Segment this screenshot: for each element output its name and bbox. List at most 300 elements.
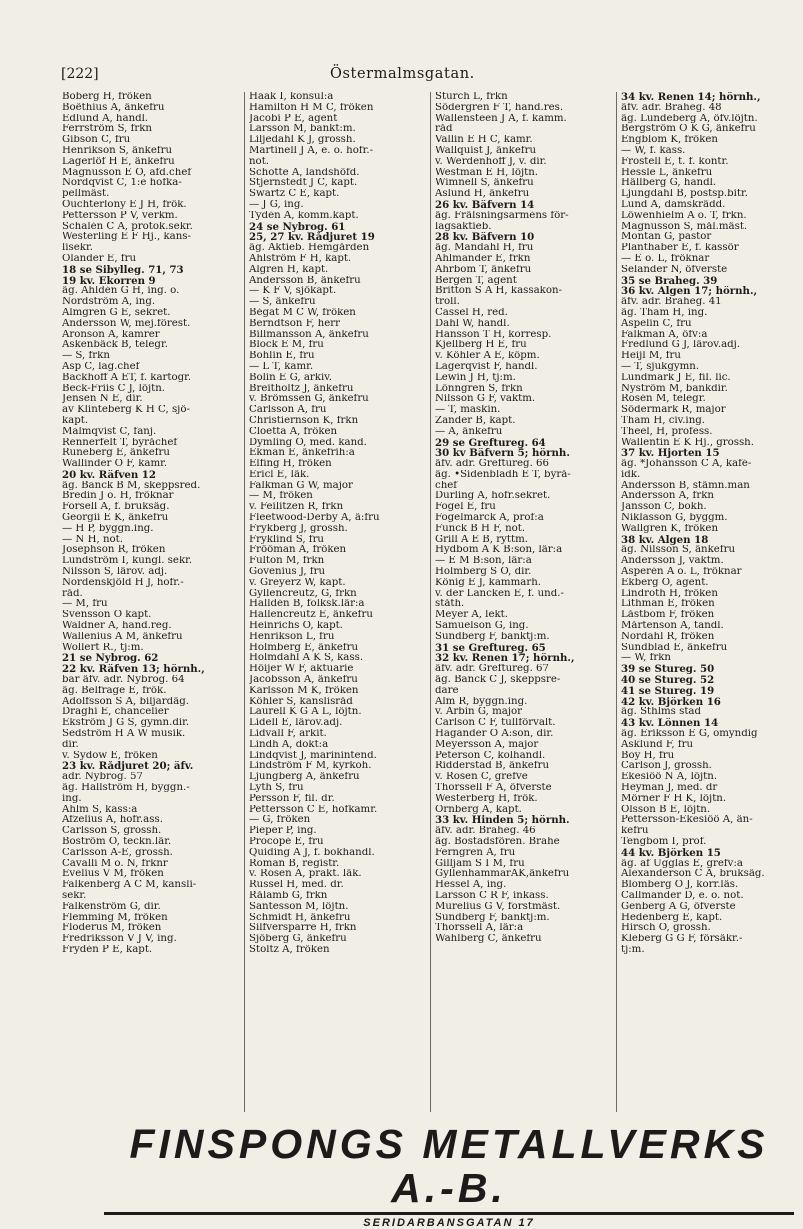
directory-entry: Fogel E, fru	[435, 502, 496, 513]
directory-entry: Jacobsson A, änkefru	[249, 675, 358, 686]
directory-entry: Ahlström F H, kapt.	[249, 253, 352, 264]
directory-entry: Wallensteen J A, f. kamm.	[435, 113, 567, 124]
directory-entry: Carlsson S, grossh.	[62, 826, 162, 837]
directory-entry: Asperén A o. L, fröknar	[621, 567, 742, 578]
directory-entry: äfv. adr. Greftureg. 66	[435, 459, 550, 470]
directory-entry: Breitholtz J, änkefru	[249, 383, 354, 394]
directory-entry: Hamilton H M C, fröken	[249, 102, 374, 113]
directory-entry: Tengbom I, prof.	[621, 836, 707, 847]
directory-entry: Gibson C, fru	[62, 135, 131, 146]
directory-entry: äg. •Sidenbladh E T, byrå-	[435, 469, 571, 480]
directory-entry: 29 se Greftureg. 64	[435, 437, 546, 449]
directory-entry: 22 kv. Räfven 13; hörnh.,	[62, 664, 205, 676]
directory-entry: Frööman A, fröken	[249, 545, 347, 556]
directory-entry: v. Brömssen G, änkefru	[249, 394, 369, 405]
page-number: [222]	[61, 66, 99, 82]
directory-entry: bar äfv. adr. Nybrog. 64	[62, 675, 185, 686]
advertisement-rule	[104, 1212, 794, 1215]
directory-entry: Niklasson G, byggm.	[621, 513, 728, 524]
directory-entry: Nordenskjöld H J, hofr.-	[62, 577, 184, 588]
directory-entry: Meyersson A, major	[435, 739, 539, 750]
directory-entry: äg. af Ugglas E, grefv:a	[621, 858, 743, 869]
directory-entry: äg. Banck C J, skeppsre-	[435, 675, 561, 686]
directory-entry: Andersson B, stämn.man	[621, 480, 750, 491]
directory-entry: Lidvall F, arkit.	[249, 729, 327, 740]
directory-entry: äg. Lundeberg A, öfv.löjtn.	[621, 113, 758, 124]
directory-entry: 26 kv. Bäfvern 14	[435, 199, 535, 211]
directory-entry: Schotte A, landshöfd.	[249, 167, 360, 178]
directory-entry: Ericl E, läk.	[249, 469, 310, 480]
directory-entry: Nyström M, bankdir.	[621, 383, 728, 394]
directory-entry: Pettersson C E, hofkamr.	[249, 804, 378, 815]
directory-entry: Falkman A, öfv:a	[621, 329, 708, 340]
directory-entry: lisekr.	[62, 243, 93, 254]
directory-entry: Liljedahl K J, grossh.	[249, 135, 356, 146]
directory-entry: v. Greyerz W, kapt.	[249, 577, 346, 588]
directory-entry: Ferrström S, frkn	[62, 124, 152, 135]
directory-entry: 34 kv. Renen 14; hörnh.,	[621, 92, 761, 103]
directory-entry: ståth.	[435, 599, 465, 610]
directory-entry: 19 kv. Ekorren 9	[62, 275, 156, 287]
directory-entry: Tydén A, komm.kapt.	[249, 210, 359, 221]
directory-entry: Schmidt H, änkefru	[249, 912, 351, 923]
directory-entry: 35 se Braheg. 39	[621, 275, 718, 287]
directory-entry: Beck-Friis C J, löjtn.	[62, 383, 166, 394]
directory-entry: Roman B, registr.	[249, 858, 340, 869]
directory-entry: Sundberg F, banktj:m.	[435, 631, 550, 642]
directory-entry: äg. Hallström H, byggn.-	[62, 783, 190, 793]
directory-entry: Cassel H, red.	[435, 307, 508, 318]
directory-entry: Löwenhielm A o. T, frkn.	[621, 210, 747, 221]
directory-entry: Holmdahl A K S, kass.	[249, 653, 364, 664]
directory-entry: Ekesiöö N A, löjtn.	[621, 772, 718, 783]
directory-entry: äfv. adr. Braheg. 41	[621, 297, 722, 308]
directory-entry: Olander E, fru	[62, 253, 137, 264]
directory-entry: Asklund F, fru	[621, 739, 694, 750]
directory-entry: Halldén B, folksk.lär:a	[249, 599, 365, 610]
directory-entry: Sedström H A W musik.	[62, 729, 186, 740]
directory-entry: Mörner F H K, löjtn.	[621, 793, 727, 804]
directory-entry: Sjöberg G, änkefru	[249, 934, 347, 945]
directory-entry: tj:m.	[621, 944, 645, 955]
directory-entry: Cloetta A, fröken	[249, 426, 338, 437]
directory-entry: pellmäst.	[62, 189, 110, 200]
directory-entry: Frykberg J, grossh.	[249, 523, 348, 534]
directory-entry: Nilsson G F, vaktm.	[435, 394, 536, 405]
directory-entry: Russel H, med. dr.	[249, 880, 344, 891]
directory-entry: Hirsch O, grossh.	[621, 923, 711, 934]
directory-entry: Boëthius A, änkefru	[62, 102, 165, 113]
directory-entry: Södermark R, major	[621, 405, 726, 416]
directory-entry: Bolin E G, arkiv.	[249, 372, 333, 383]
directory-entry: Berndtson F, herr	[249, 318, 341, 329]
directory-entry: Malmqvist C, fanj.	[62, 426, 157, 437]
directory-entry: Ahlmander E, frkn	[435, 253, 531, 264]
directory-entry: Montan G, pastor	[621, 232, 712, 243]
directory-entry: Aronson A, kamrer	[62, 329, 160, 340]
directory-entry: Lindström F M, kyrkoh.	[249, 761, 372, 772]
directory-entry: Ekberg O, agent.	[621, 577, 709, 588]
directory-entry: Boberg H, fröken	[62, 92, 152, 102]
directory-entry: kefru	[621, 826, 649, 837]
directory-entry: — J G, ing.	[249, 199, 304, 210]
directory-entry: Josephson R, fröken	[62, 545, 166, 556]
directory-entry: Billmansson A, änkefru	[249, 329, 369, 340]
directory-entry: Forsell A, f. bruksäg.	[62, 502, 170, 513]
directory-entry: Hessel A, ing.	[435, 880, 507, 891]
directory-entry: 31 se Greftureg. 65	[435, 642, 546, 654]
directory-entry: Fryklind S, fru	[249, 534, 324, 545]
directory-columns	[58, 92, 802, 1112]
directory-entry: Martinell J A, e. o. hofr.-	[249, 145, 374, 156]
directory-entry: Nilsson S, lärov. adj.	[62, 567, 168, 578]
directory-entry: Carlsson A-E, grossh.	[62, 847, 173, 858]
directory-entry: Schalén C A, protok.sekr.	[62, 221, 193, 232]
directory-entry: v. Rosen C, grefve	[435, 772, 528, 783]
directory-entry: Pettersson P V, verkm.	[62, 210, 178, 221]
directory-entry: Karlsson M K, fröken	[249, 685, 359, 696]
directory-entry: Falkenström G, dir.	[62, 901, 161, 912]
directory-column-4	[616, 92, 802, 1112]
directory-entry: sekr.	[62, 890, 87, 901]
directory-entry: v. Arbin G, major	[435, 707, 522, 718]
directory-entry: Södergren F T, hand.res.	[435, 102, 564, 113]
directory-entry: — T, sjukgymn.	[621, 361, 700, 372]
directory-entry: Bohlin E, fru	[249, 351, 315, 362]
directory-entry: 24 se Nybrog. 61	[249, 221, 346, 233]
directory-entry: — W, frkn	[621, 653, 671, 664]
directory-entry: 25, 27 kv. Rådjuret 19	[249, 232, 375, 244]
directory-entry: Edlund A, handl.	[62, 113, 149, 124]
directory-entry: äg. Frälsningsarméns för-	[435, 210, 569, 221]
directory-entry: Silfversparre H, frkn	[249, 923, 357, 934]
directory-entry: äg. Nilsson S, änkefru	[621, 545, 736, 556]
directory-entry: Frydén P E, kapt.	[62, 944, 153, 955]
directory-entry: Henrikson L, fru	[249, 631, 335, 642]
directory-entry: Lindh A, dokt:a	[249, 739, 329, 750]
directory-entry: Ljungdahl B, postsp.bitr.	[621, 189, 749, 200]
directory-entry: Gyllencreutz, G, frkn	[249, 588, 357, 599]
directory-entry: Sundberg F, banktj:m.	[435, 912, 550, 923]
directory-entry: Höijer W F, aktuarie	[249, 664, 354, 675]
directory-entry: v. der Lancken E, f. und.-	[435, 588, 564, 599]
directory-entry: — M, fru	[62, 599, 108, 610]
directory-entry: Mårtenson A, tandl.	[621, 621, 724, 632]
directory-entry: troll.	[435, 297, 460, 308]
directory-entry: Zander B, kapt.	[435, 415, 516, 426]
directory-entry: Adolfsson S A, biljardäg.	[62, 696, 189, 707]
directory-entry: Magnusson S, mål.mäst.	[621, 221, 748, 232]
directory-entry: Carlson C F, tullförvalt.	[435, 718, 556, 729]
directory-entry: Dymling O, med. kand.	[249, 437, 367, 448]
directory-entry: Lindroth H, fröken	[621, 588, 718, 599]
advertisement-company: FINSPONGS METALLVERKS A.-B.	[129, 1121, 769, 1211]
directory-entry: Bergström O K G, änkefru	[621, 124, 756, 135]
directory-entry: Lewin J H, tj:m.	[435, 372, 516, 383]
directory-entry: Nordqvist C, 1:e hofka-	[62, 178, 182, 189]
directory-entry: Sturch L, frkn	[435, 92, 508, 102]
directory-entry: Holmberg S O, dir.	[435, 567, 532, 578]
directory-entry: — H P, byggn.ing.	[62, 523, 154, 534]
directory-entry: äg. Ahldén G H, ing. o.	[62, 286, 180, 297]
directory-entry: Jensen N E, dir.	[62, 394, 143, 405]
directory-entry: Ekman E, änkefrih:a	[249, 448, 355, 459]
directory-entry: Nordahl R, fröken	[621, 631, 715, 642]
directory-entry: äg. Banck B M, skeppsred.	[62, 480, 201, 491]
directory-entry: 36 kv. Algen 17; hörnh.,	[621, 286, 758, 298]
directory-entry: Rennerfelt T, byråchef	[62, 437, 178, 448]
directory-entry: Alexanderson C A, bruksäg.	[621, 869, 765, 880]
directory-entry: Peterson C, kolhandl.	[435, 750, 546, 761]
directory-entry: — T, maskin.	[435, 405, 501, 416]
directory-entry: v. Feilitzen R, frkn	[249, 502, 344, 513]
directory-entry: Stjernstedt J C, kapt.	[249, 178, 358, 189]
directory-entry: Murelius G V, forstmäst.	[435, 901, 561, 912]
directory-entry: råd	[435, 124, 453, 135]
directory-entry: Meyer A, lekt.	[435, 610, 508, 621]
directory-entry: Evelius V M, fröken	[62, 869, 164, 880]
directory-entry: Hansson T H, korresp.	[435, 329, 552, 340]
directory-entry: Pieper P, ing.	[249, 826, 317, 837]
directory-column-1	[58, 92, 244, 1112]
directory-entry: 37 kv. Hjorten 15	[621, 448, 720, 460]
directory-entry: Sundblad E, änkefru	[621, 642, 728, 653]
directory-entry: Åslund H, änkefru	[435, 189, 530, 200]
directory-entry: Dahl W, handl.	[435, 318, 510, 329]
directory-entry: Carlsson A, fru	[249, 405, 327, 416]
directory-entry: Backhoff A ET, f. kartogr.	[62, 372, 192, 383]
directory-entry: Westerling E F Hj., kans-	[62, 232, 191, 243]
directory-entry: 43 kv. Lönnen 14	[621, 718, 719, 730]
directory-entry: Kleberg G G F, försäkr.-	[621, 934, 743, 945]
directory-entry: Fredlund G J, lärov.adj.	[621, 340, 741, 351]
directory-entry: 44 kv. Björken 15	[621, 847, 721, 859]
directory-entry: Örnberg A, kapt.	[435, 804, 522, 815]
directory-entry: Hällberg G, handl.	[621, 178, 717, 189]
directory-entry: — G, fröken	[249, 815, 311, 826]
directory-entry: Wallenius A M, änkefru	[62, 631, 183, 642]
directory-entry: — A, änkefru	[435, 426, 503, 437]
directory-entry: Rålamb G, frkn	[249, 890, 328, 901]
directory-entry: Wallentin E K Hj., grossh.	[621, 437, 754, 448]
directory-entry: äg. Belfrage E, frök.	[62, 685, 167, 696]
directory-entry: Magnusson E O, afd.chef	[62, 167, 192, 178]
directory-entry: Holmberg E, änkefru	[249, 642, 359, 653]
directory-entry: — S, änkefru	[249, 297, 316, 308]
directory-entry: Bredin J o. H, fröknar	[62, 491, 174, 502]
directory-entry: Aspelin C, fru	[621, 318, 692, 329]
directory-entry: Elfing H, fröken	[249, 459, 332, 470]
directory-entry: 42 kv. Björken 16	[621, 696, 721, 708]
directory-entry: Låstbom F, fröken	[621, 610, 715, 621]
directory-entry: Christiernson K, frkn	[249, 415, 359, 426]
directory-entry: äg. Aktieb. Hemgården	[249, 243, 370, 254]
directory-entry: Lundström I, kungl. sekr.	[62, 556, 193, 567]
directory-entry: 32 kv. Renen 17; hörnh.,	[435, 653, 575, 665]
directory-entry: Selander N, öfverste	[621, 264, 728, 275]
directory-entry: Andersson J, vaktm.	[621, 556, 724, 567]
directory-entry: — S, frkn	[62, 351, 110, 362]
directory-entry: Alm R, byggn.ing.	[435, 696, 528, 707]
directory-entry: av Klinteberg K H C, sjö-	[62, 405, 190, 416]
directory-entry: Boström O, teckn.lär.	[62, 836, 172, 847]
directory-entry: dare	[435, 685, 459, 696]
directory-entry: Wallquist J, änkefru	[435, 145, 537, 156]
directory-entry: — E M B:son, lär:a	[435, 556, 532, 567]
directory-entry: — N H, not.	[62, 534, 123, 545]
directory-entry: 38 kv. Algen 18	[621, 534, 709, 546]
directory-entry: 21 se Nybrog. 62	[62, 653, 159, 665]
directory-entry: Ouchterlony E J H, frök.	[62, 199, 187, 210]
directory-entry: Thorssell F A, öfverste	[435, 783, 552, 793]
directory-entry: Callmander D, e. o. not.	[621, 890, 744, 901]
directory-entry: Lidell E, lärov.adj.	[249, 718, 343, 729]
directory-entry: Heyman J, med. dr	[621, 783, 718, 793]
directory-entry: — K F V, sjökapt.	[249, 286, 337, 297]
directory-entry: Hallencreutz E, änkefru	[249, 610, 373, 621]
directory-entry: Hagander O A:son, dir.	[435, 729, 554, 740]
directory-entry: 40 se Stureg. 52	[621, 675, 715, 686]
directory-entry: äfv. adr. Greftureg. 67	[435, 664, 550, 675]
directory-entry: Afzelius A, hofr.ass.	[62, 815, 163, 826]
directory-entry: Asp C, lag.chef	[62, 361, 140, 372]
directory-entry: v. Rosen A, prakt. läk.	[249, 869, 362, 880]
directory-entry: Flemming M, fröken	[62, 912, 168, 923]
directory-entry: Lyth S, fru	[249, 783, 304, 793]
directory-entry: Thorssell A, lär:a	[435, 923, 524, 934]
directory-entry: Bégat M C W, fröken	[249, 307, 356, 318]
directory-entry: Andersson W, mej.förest.	[62, 318, 191, 329]
directory-entry: Jansson C, bokh.	[621, 502, 707, 513]
directory-entry: Funck B H F, not.	[435, 523, 526, 534]
directory-entry: chef	[435, 480, 458, 491]
directory-entry: Swartz C E, kapt.	[249, 189, 340, 200]
directory-entry: råd.	[62, 588, 83, 599]
directory-entry: Persson F, fil. dr.	[249, 793, 335, 804]
directory-entry: Larsson C R F, inkass.	[435, 890, 549, 901]
directory-entry: äg. Mandahl H, fru	[435, 243, 534, 254]
directory-entry: lagsaktieb.	[435, 221, 492, 232]
directory-entry: not.	[249, 156, 270, 167]
directory-entry: Lönngren S, frkn	[435, 383, 523, 394]
directory-entry: — M, fröken	[249, 491, 313, 502]
directory-entry: 41 se Stureg. 19	[621, 685, 715, 697]
directory-entry: Lithman E, fröken	[621, 599, 715, 610]
directory-entry: adr. Nybrog. 57	[62, 772, 143, 783]
directory-entry: äg. Tham H, ing.	[621, 307, 708, 318]
directory-entry: Draghi E, chancelier	[62, 707, 169, 718]
directory-entry: Svensson O kapt.	[62, 610, 152, 621]
directory-entry: Vallin E H C, kamr.	[435, 135, 533, 146]
directory-entry: Jacobi P E, agent	[249, 113, 338, 124]
directory-entry: Theel, H, profess.	[621, 426, 713, 437]
directory-entry: Larsson M, bankt:m.	[249, 124, 356, 135]
directory-entry: Blomberg O J, korr.läs.	[621, 880, 739, 891]
directory-entry: Ferngren A, fru	[435, 847, 516, 858]
directory-entry: Engblom K, fröken	[621, 135, 718, 146]
directory-entry: Ljungberg A, änkefru	[249, 772, 360, 783]
directory-entry: Cavalli M o. N, frknr	[62, 858, 168, 869]
directory-entry: Britton S A H, kassakon-	[435, 286, 562, 297]
directory-entry: Heijl M, fru	[621, 351, 681, 362]
directory-entry: Fredriksson V J V, ing.	[62, 934, 177, 945]
directory-entry: Heinrichs O, kapt.	[249, 621, 343, 632]
directory-entry: Askenbäck B, telegr.	[62, 340, 168, 351]
directory-entry: 39 se Stureg. 50	[621, 664, 715, 676]
directory-entry: Fogelmarck A, prof:a	[435, 513, 544, 524]
directory-entry: Stoltz A, fröken	[249, 944, 330, 955]
directory-entry: dir.	[62, 739, 79, 750]
directory-entry: Planthaber E, f. kassör	[621, 243, 739, 254]
directory-entry: Lund A, damskrädd.	[621, 199, 726, 210]
directory-entry: Pettersson-Ekesiöö A, än-	[621, 815, 753, 826]
directory-entry: v. Sydow E, fröken	[62, 750, 158, 761]
directory-entry: Govenius J, fru	[249, 567, 326, 578]
directory-entry: Genberg A G, öfverste	[621, 901, 736, 912]
directory-entry: GyllenhammarAK,änkefru	[435, 869, 570, 880]
directory-entry: Grill A E B, ryttm.	[435, 534, 528, 545]
directory-entry: 33 kv. Hinden 5; hörnh.	[435, 815, 570, 827]
directory-entry: Laurell K G A L, löjtn.	[249, 707, 362, 718]
directory-entry: äg. Eriksson E G, omyndig	[621, 729, 758, 740]
directory-entry: kapt.	[62, 415, 89, 426]
directory-entry: Olsson B E, löjtn.	[621, 804, 711, 815]
directory-entry: Andersson B, änkefru	[249, 275, 361, 286]
directory-entry: Ahlm S, kass:a	[62, 804, 138, 815]
directory-entry: Almgren G E, sekret.	[62, 307, 171, 318]
directory-entry: Henrikson S, änkefru	[62, 145, 173, 156]
directory-entry: Georgii E K, änkefru	[62, 513, 169, 524]
directory-entry: äfv. adr. Braheg. 48	[621, 102, 722, 113]
directory-entry: Carlson J, grossh.	[621, 761, 712, 772]
directory-entry: Köhler S, kanslisråd	[249, 696, 353, 707]
directory-entry: ing.	[62, 793, 82, 804]
directory-entry: Runeberg E, änkefru	[62, 448, 170, 459]
directory-entry: Fleetwood-Derby A, ä:fru	[249, 513, 380, 524]
directory-entry: Hydbom A K B:son, lär:a	[435, 545, 563, 556]
directory-entry: Tham H, civ.ing.	[621, 415, 706, 426]
directory-entry: 28 kv. Bäfvern 10	[435, 232, 535, 244]
directory-entry: Algren H, kapt.	[249, 264, 329, 275]
directory-entry: 23 kv. Rådjuret 20; äfv.	[62, 761, 194, 773]
street-title: Östermalmsgatan.	[330, 66, 475, 82]
directory-entry: Block E M, fru	[249, 340, 324, 351]
directory-entry: Boy H, fru	[621, 750, 675, 761]
directory-entry: Westman E H, löjtn.	[435, 167, 539, 178]
directory-entry: Rosén M, telegr.	[621, 394, 706, 405]
directory-entry: Waldner A, hand.reg.	[62, 621, 172, 632]
directory-entry: äg. Bostadsfören. Brahe	[435, 836, 560, 847]
directory-entry: Falkenberg A C M, kansli-	[62, 880, 197, 891]
directory-entry: Wollert R., tj:m.	[62, 642, 144, 653]
directory-entry: v. Köhler A E, köpm.	[435, 351, 540, 362]
directory-entry: v. Werdenhoff J, v. dir.	[435, 156, 547, 167]
directory-entry: äg. *Johansson C A, kafé-	[621, 459, 752, 470]
directory-entry: Gilljam S I M, fru	[435, 858, 525, 869]
directory-entry: Procopé E, fru	[249, 836, 324, 847]
directory-entry: 20 kv. Räfven 12	[62, 469, 156, 481]
directory-entry: Haak I, konsul:a	[249, 92, 334, 102]
directory-entry: — E o. L, fröknar	[621, 253, 710, 264]
directory-entry: Bergen T, agent	[435, 275, 517, 286]
directory-entry: Westerberg H, frök.	[435, 793, 538, 804]
directory-entry: Ekström J G S, gymn.dir.	[62, 718, 190, 729]
directory-entry: idk.	[621, 469, 641, 480]
advertisement-address: SERIDARBANSGATAN 17	[363, 1217, 535, 1229]
directory-entry: äg. Sthlms stad	[621, 707, 702, 718]
directory-entry: äfv. adr. Braheg. 46	[435, 826, 536, 837]
directory-entry: Kjellberg H E, fru	[435, 340, 527, 351]
